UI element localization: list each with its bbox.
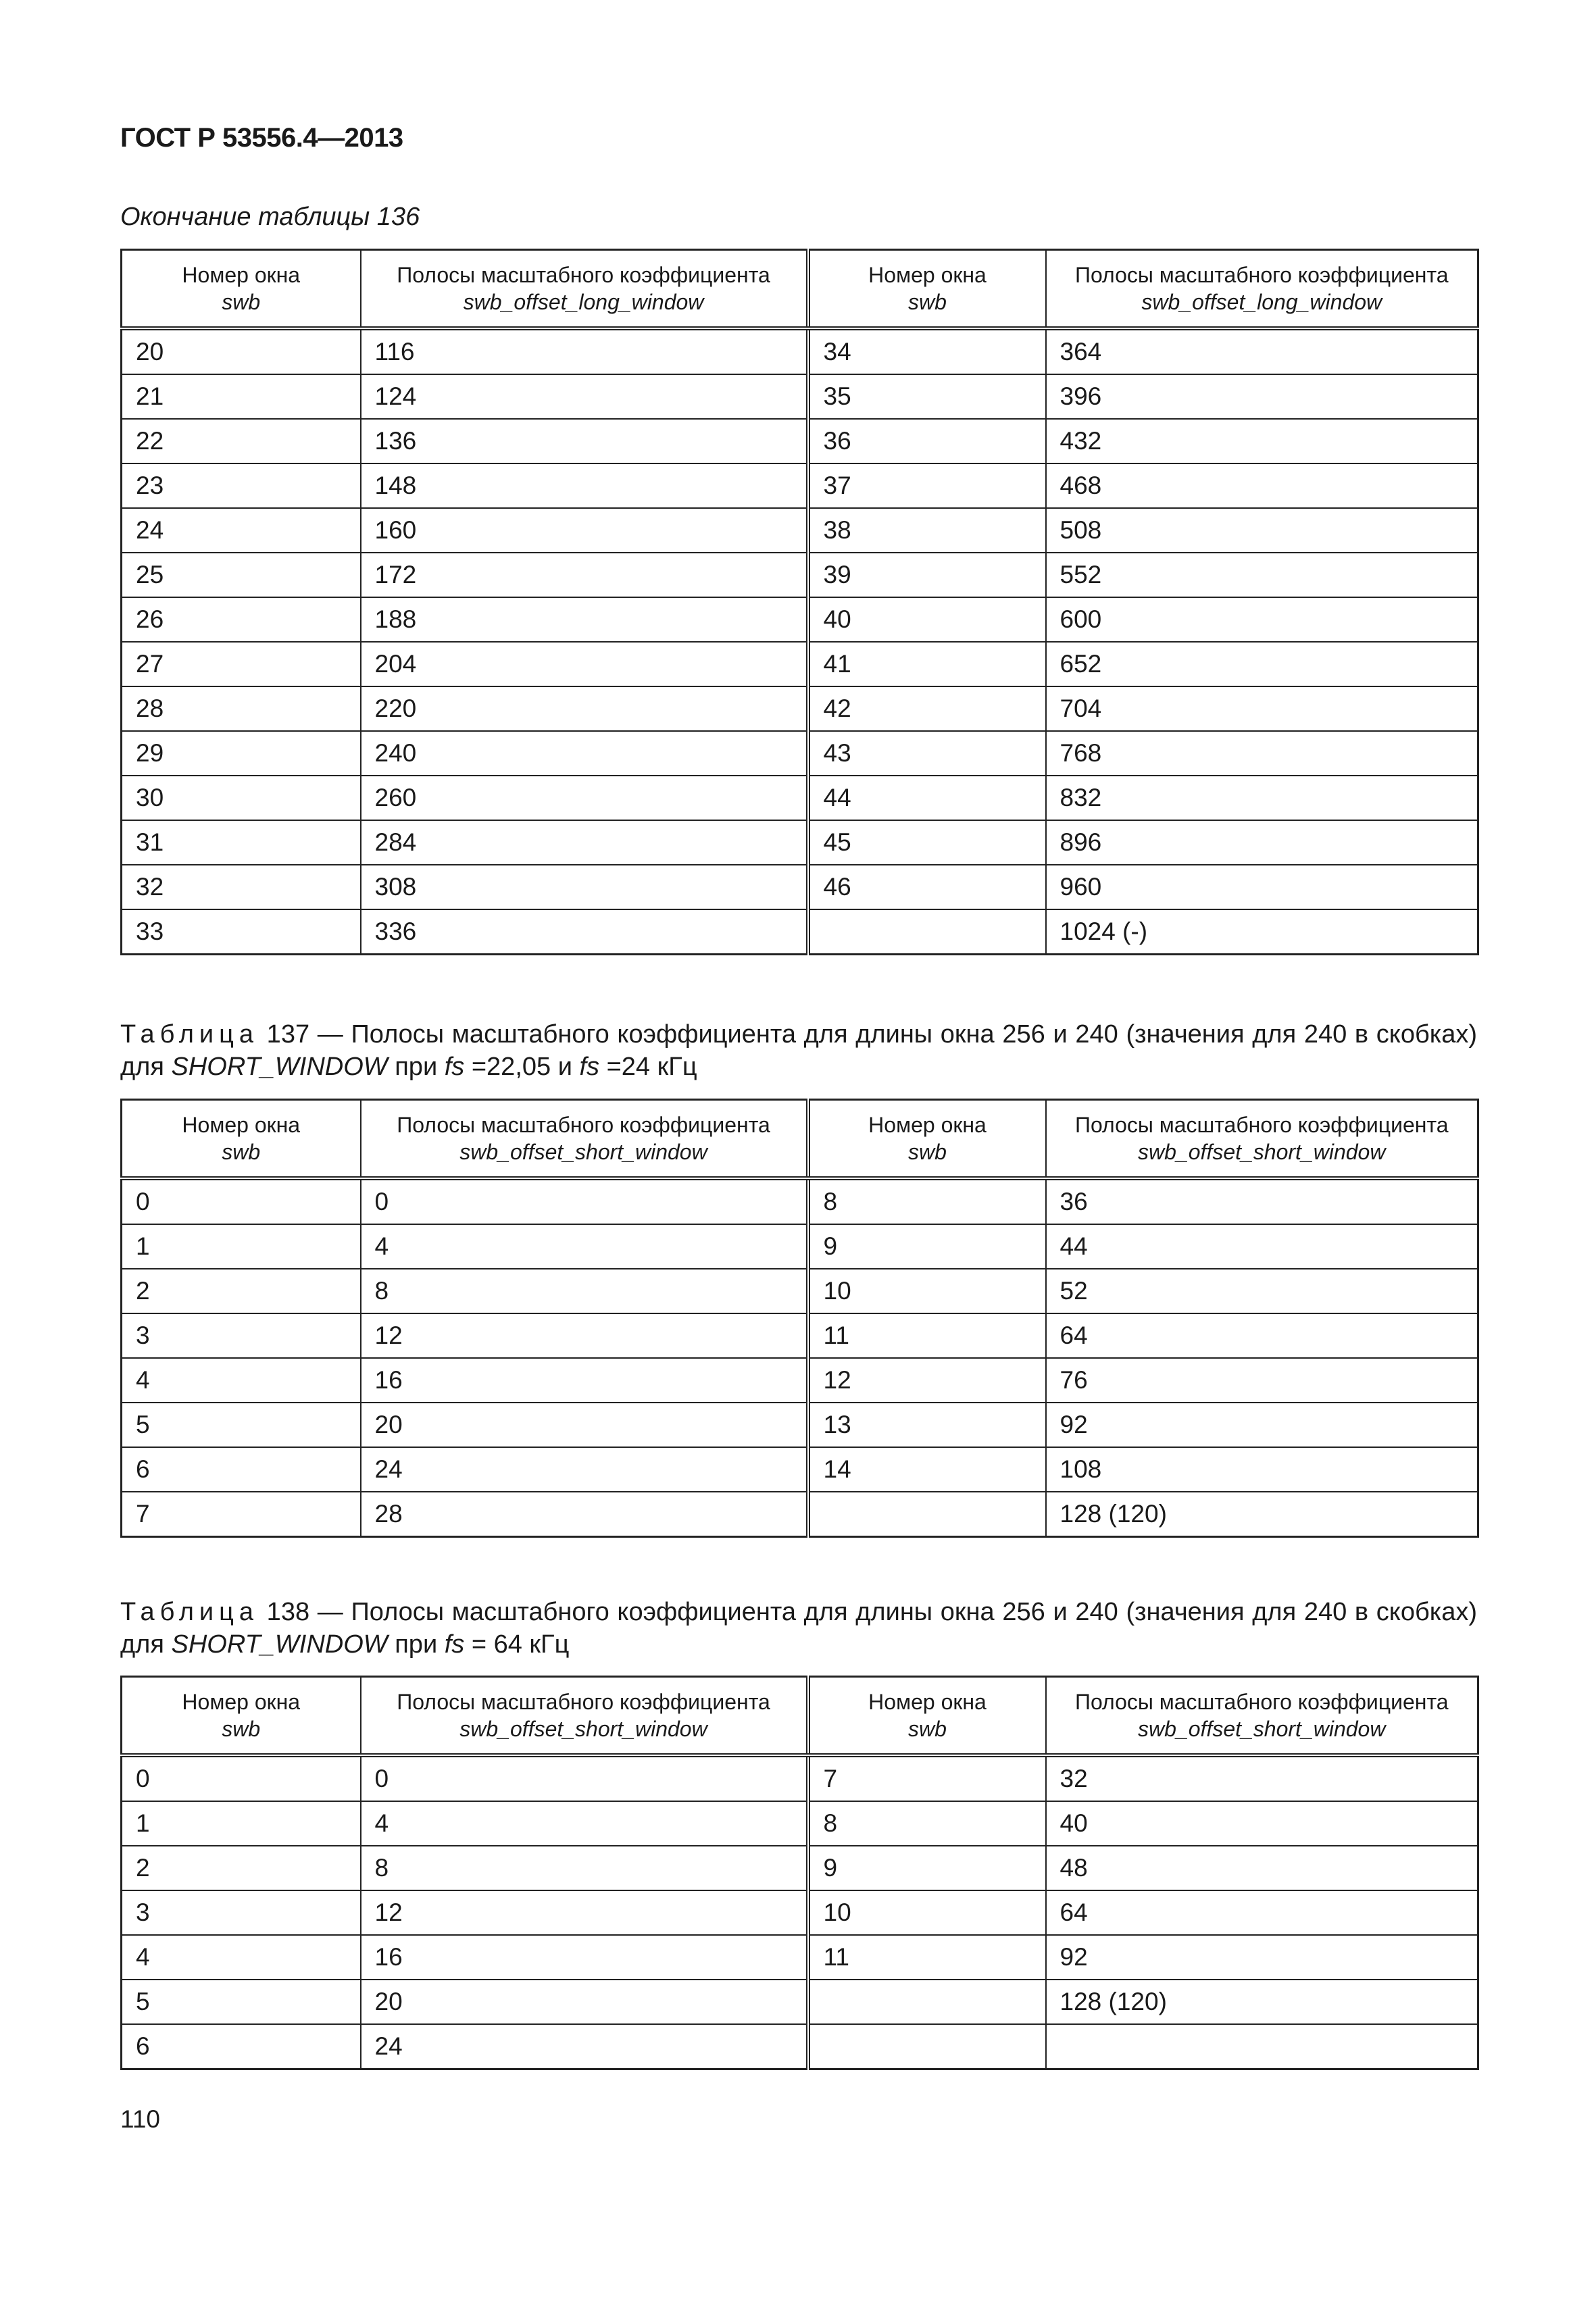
table-cell: 396	[1046, 374, 1478, 419]
table-cell: 34	[808, 328, 1046, 374]
table-cell: 116	[361, 328, 808, 374]
column-header-variable: swb_offset_long_window	[463, 290, 704, 314]
table-cell: 204	[361, 642, 808, 686]
table-cell: 3	[122, 1313, 361, 1358]
table-cell: 26	[122, 597, 361, 642]
page-number: 110	[120, 2105, 160, 2133]
table-cell: 33	[122, 909, 361, 955]
table-cell: 308	[361, 865, 808, 909]
table-row	[122, 776, 1478, 820]
table-cell: 7	[808, 1755, 1046, 1801]
column-header	[361, 1677, 808, 1756]
table-cell: 0	[361, 1755, 808, 1801]
table-138	[120, 1676, 1479, 2070]
table-cell: 16	[361, 1935, 808, 1980]
table-cell: 23	[122, 463, 361, 508]
column-header-variable: swb_offset_short_window	[459, 1140, 707, 1164]
table-row	[122, 463, 1478, 508]
table-cell: 0	[122, 1178, 361, 1224]
table-cell: 16	[361, 1358, 808, 1403]
caption-text: = 64 кГц	[464, 1630, 570, 1659]
table-header-row	[122, 1677, 1478, 1756]
table-cell: 108	[1046, 1447, 1478, 1492]
table-label: Таблица	[120, 1020, 259, 1049]
caption-text: =24 кГц	[599, 1053, 697, 1081]
column-header-title: Полосы масштабного коэффициента	[397, 263, 770, 287]
table-cell: 136	[361, 419, 808, 463]
table-row	[122, 1935, 1478, 1980]
table-cell: 64	[1046, 1313, 1478, 1358]
document-header: ГОСТ Р 53556.4—2013	[120, 123, 403, 153]
table-cell: 240	[361, 731, 808, 776]
table-cell: 20	[361, 1403, 808, 1447]
column-header-title: Номер окна	[868, 1690, 987, 1714]
caption-emphasis: SHORT_WINDOW	[171, 1630, 388, 1659]
column-header-variable: swb	[222, 290, 261, 314]
caption-emphasis: SHORT_WINDOW	[171, 1053, 388, 1081]
table-138-caption	[120, 1596, 1477, 1661]
table-number: 138	[259, 1598, 310, 1626]
table-row	[122, 2024, 1478, 2069]
table-cell: 36	[808, 419, 1046, 463]
column-header-variable: swb	[908, 1140, 947, 1164]
table-cell: 41	[808, 642, 1046, 686]
caption-emphasis: fs	[444, 1630, 465, 1659]
table-cell: 336	[361, 909, 808, 955]
table-cell: 220	[361, 686, 808, 731]
table-cell: 652	[1046, 642, 1478, 686]
table-cell: 188	[361, 597, 808, 642]
table-cell: 48	[1046, 1846, 1478, 1890]
column-header	[122, 1100, 361, 1179]
table-cell: 36	[1046, 1178, 1478, 1224]
table-row	[122, 1890, 1478, 1935]
table-cell: 25	[122, 553, 361, 597]
table-row	[122, 731, 1478, 776]
table-cell: 45	[808, 820, 1046, 865]
table-cell	[808, 1492, 1046, 1537]
table-cell	[1046, 2024, 1478, 2069]
table-cell: 21	[122, 374, 361, 419]
table-cell: 1024 (-)	[1046, 909, 1478, 955]
table-row	[122, 508, 1478, 553]
column-header-variable: swb	[908, 1717, 947, 1741]
column-header-variable: swb	[908, 290, 947, 314]
table-row	[122, 553, 1478, 597]
column-header-variable: swb	[222, 1140, 261, 1164]
table-cell: 5	[122, 1403, 361, 1447]
table-cell: 13	[808, 1403, 1046, 1447]
table-cell: 8	[361, 1846, 808, 1890]
table-cell: 552	[1046, 553, 1478, 597]
table-row	[122, 865, 1478, 909]
column-header	[361, 250, 808, 329]
table-cell: 1	[122, 1224, 361, 1269]
table-cell: 148	[361, 463, 808, 508]
column-header	[122, 1677, 361, 1756]
table-cell: 3	[122, 1890, 361, 1935]
table-cell	[808, 1980, 1046, 2024]
table-cell: 284	[361, 820, 808, 865]
table-row	[122, 1846, 1478, 1890]
table-cell: 960	[1046, 865, 1478, 909]
caption-emphasis: fs	[579, 1053, 600, 1081]
table-number: 137	[259, 1020, 310, 1049]
table-cell: 39	[808, 553, 1046, 597]
table-row	[122, 642, 1478, 686]
table-cell: 27	[122, 642, 361, 686]
table-cell: 600	[1046, 597, 1478, 642]
table-cell: 24	[361, 1447, 808, 1492]
table-cell: 11	[808, 1935, 1046, 1980]
table-cell: 40	[1046, 1801, 1478, 1846]
table-cell: 11	[808, 1313, 1046, 1358]
table-136	[120, 249, 1479, 955]
caption-text: при	[387, 1053, 445, 1081]
column-header-title: Полосы масштабного коэффициента	[397, 1113, 770, 1137]
table-cell: 52	[1046, 1269, 1478, 1313]
table-cell: 1	[122, 1801, 361, 1846]
table-cell: 92	[1046, 1935, 1478, 1980]
table-cell: 20	[122, 328, 361, 374]
table-cell: 8	[808, 1801, 1046, 1846]
column-header-variable: swb_offset_short_window	[1138, 1717, 1386, 1741]
table-136-caption: Окончание таблицы 136	[120, 203, 420, 231]
table-cell: 6	[122, 2024, 361, 2069]
table-cell: 260	[361, 776, 808, 820]
table-row	[122, 328, 1478, 374]
table-cell: 9	[808, 1224, 1046, 1269]
column-header-title: Номер окна	[182, 1113, 301, 1137]
table-cell: 8	[808, 1178, 1046, 1224]
table-header-row	[122, 1100, 1478, 1179]
table-row	[122, 597, 1478, 642]
table-row	[122, 1492, 1478, 1537]
table-cell: 4	[122, 1358, 361, 1403]
table-cell: 64	[1046, 1890, 1478, 1935]
table-cell: 7	[122, 1492, 361, 1537]
caption-text: при	[387, 1630, 445, 1659]
table-cell: 832	[1046, 776, 1478, 820]
column-header-title: Полосы масштабного коэффициента	[1074, 263, 1449, 287]
table-cell: 10	[808, 1269, 1046, 1313]
table-cell: 160	[361, 508, 808, 553]
table-cell: 9	[808, 1846, 1046, 1890]
table-cell: 432	[1046, 419, 1478, 463]
table-row	[122, 1178, 1478, 1224]
column-header	[1046, 250, 1478, 329]
table-row	[122, 686, 1478, 731]
table-row	[122, 419, 1478, 463]
table-cell: 28	[122, 686, 361, 731]
table-cell: 76	[1046, 1358, 1478, 1403]
column-header	[808, 250, 1046, 329]
caption-emphasis: fs	[444, 1053, 465, 1081]
column-header-title: Номер окна	[868, 1113, 987, 1137]
table-cell: 2	[122, 1846, 361, 1890]
table-row	[122, 1755, 1478, 1801]
table-cell: 31	[122, 820, 361, 865]
caption-text: — Полосы масштабного коэффициента для длины окна 256 и 240 (значения для 240 в скобках) для	[120, 1598, 1477, 1659]
column-header-variable: swb_offset_long_window	[1141, 290, 1382, 314]
table-row	[122, 1224, 1478, 1269]
column-header	[808, 1677, 1046, 1756]
table-cell: 32	[1046, 1755, 1478, 1801]
table-cell: 8	[361, 1269, 808, 1313]
column-header-title: Полосы масштабного коэффициента	[1074, 1113, 1449, 1137]
table-cell: 37	[808, 463, 1046, 508]
table-cell: 35	[808, 374, 1046, 419]
table-cell: 22	[122, 419, 361, 463]
table-cell: 12	[808, 1358, 1046, 1403]
table-cell: 10	[808, 1890, 1046, 1935]
table-cell: 29	[122, 731, 361, 776]
table-cell: 768	[1046, 731, 1478, 776]
column-header-title: Полосы масштабного коэффициента	[1074, 1690, 1449, 1714]
table-cell: 28	[361, 1492, 808, 1537]
table-cell: 20	[361, 1980, 808, 2024]
table-row	[122, 1447, 1478, 1492]
table-cell: 2	[122, 1269, 361, 1313]
column-header	[808, 1100, 1046, 1179]
table-row	[122, 909, 1478, 955]
table-cell: 24	[122, 508, 361, 553]
table-row	[122, 820, 1478, 865]
caption-text: =22,05 и	[464, 1053, 580, 1081]
column-header-variable: swb_offset_short_window	[459, 1717, 707, 1741]
column-header-title: Номер окна	[182, 1690, 301, 1714]
table-row	[122, 374, 1478, 419]
table-cell: 5	[122, 1980, 361, 2024]
table-cell: 0	[361, 1178, 808, 1224]
table-row	[122, 1403, 1478, 1447]
column-header-title: Номер окна	[868, 263, 987, 287]
table-cell: 124	[361, 374, 808, 419]
table-cell: 4	[122, 1935, 361, 1980]
table-137-caption	[120, 1018, 1477, 1083]
column-header	[361, 1100, 808, 1179]
table-137	[120, 1099, 1479, 1538]
table-cell: 24	[361, 2024, 808, 2069]
table-label: Таблица	[120, 1598, 259, 1626]
table-cell: 704	[1046, 686, 1478, 731]
table-cell: 4	[361, 1224, 808, 1269]
table-cell: 30	[122, 776, 361, 820]
column-header-variable: swb	[222, 1717, 261, 1741]
table-cell: 12	[361, 1890, 808, 1935]
table-cell: 364	[1046, 328, 1478, 374]
table-cell: 92	[1046, 1403, 1478, 1447]
column-header	[122, 250, 361, 329]
table-cell: 14	[808, 1447, 1046, 1492]
column-header-variable: swb_offset_short_window	[1138, 1140, 1386, 1164]
table-cell	[808, 909, 1046, 955]
table-cell: 42	[808, 686, 1046, 731]
caption-text: — Полосы масштабного коэффициента для длины окна 256 и 240 (значения для 240 в скобках) для	[120, 1020, 1477, 1081]
column-header-title: Полосы масштабного коэффициента	[397, 1690, 770, 1714]
table-cell: 6	[122, 1447, 361, 1492]
table-header-row	[122, 250, 1478, 329]
table-cell: 172	[361, 553, 808, 597]
table-cell: 508	[1046, 508, 1478, 553]
table-row	[122, 1313, 1478, 1358]
table-row	[122, 1358, 1478, 1403]
table-row	[122, 1980, 1478, 2024]
table-row	[122, 1801, 1478, 1846]
table-cell: 896	[1046, 820, 1478, 865]
table-cell: 468	[1046, 463, 1478, 508]
table-cell: 128 (120)	[1046, 1492, 1478, 1537]
table-cell: 43	[808, 731, 1046, 776]
table-cell: 44	[808, 776, 1046, 820]
table-cell: 46	[808, 865, 1046, 909]
table-row	[122, 1269, 1478, 1313]
table-cell	[808, 2024, 1046, 2069]
table-cell: 32	[122, 865, 361, 909]
table-cell: 12	[361, 1313, 808, 1358]
table-cell: 128 (120)	[1046, 1980, 1478, 2024]
table-cell: 0	[122, 1755, 361, 1801]
column-header	[1046, 1100, 1478, 1179]
column-header-title: Номер окна	[182, 263, 301, 287]
table-cell: 38	[808, 508, 1046, 553]
table-cell: 40	[808, 597, 1046, 642]
column-header	[1046, 1677, 1478, 1756]
table-cell: 44	[1046, 1224, 1478, 1269]
table-cell: 4	[361, 1801, 808, 1846]
